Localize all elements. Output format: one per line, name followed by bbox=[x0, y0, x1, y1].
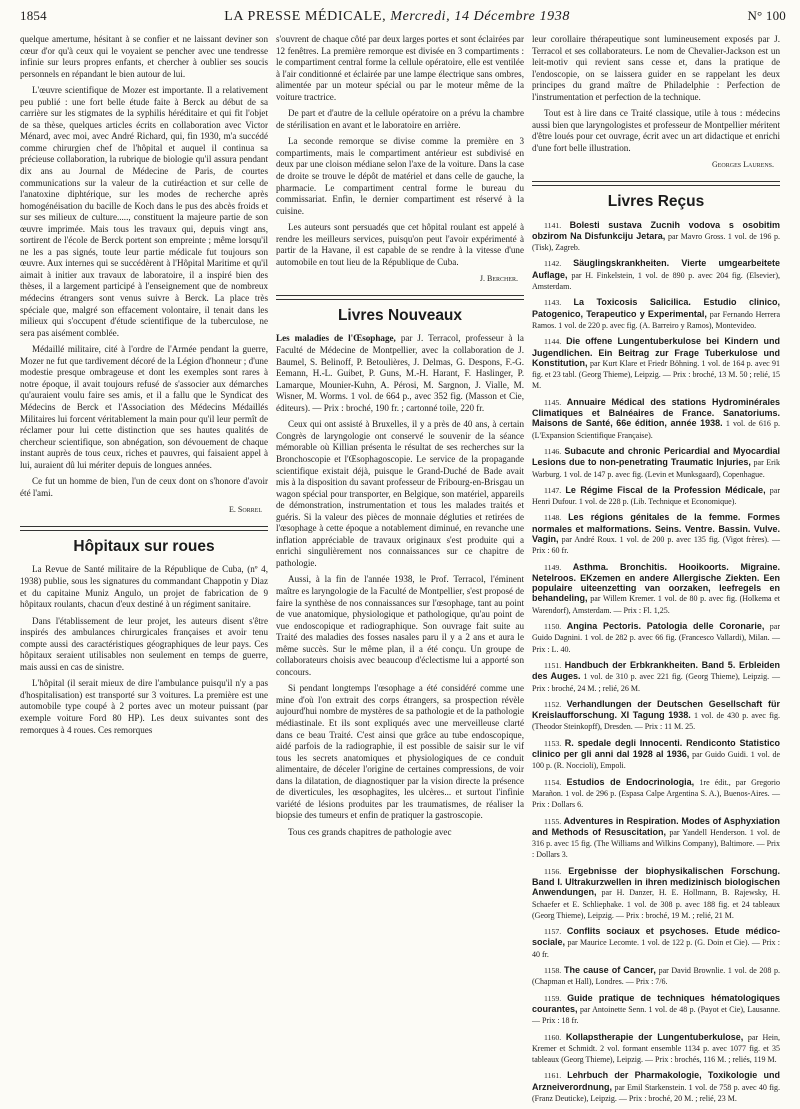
book-entry-title: Verhandlungen der Deutschen Gesellschaft für Kreislaufforschung. XI Tagung 1938. bbox=[532, 698, 780, 721]
book-entry bbox=[532, 397, 780, 441]
review-signature: Georges Laurens. bbox=[711, 160, 774, 170]
hopitaux-paragraph: s'ouvrent de chaque côté par deux larges portes et sont éclairées par 12 fenêtres. La première remorque est divisée en 3 compartiments : le compartiment central forme la cellule opératoire, elle est ventilée à l'air conditionné et éclairée par une lampe électrique sans ombres, alimentée par un moteur spécial ou par le moteur même de la voiture tractrice. bbox=[276, 34, 524, 102]
book-entry-number: 1143. bbox=[544, 298, 562, 308]
issue-date: Mercredi, 14 Décembre 1938 bbox=[390, 9, 570, 24]
review-paragraph: Tous ces grands chapitres de pathologie avec bbox=[288, 826, 452, 837]
book-entry bbox=[532, 866, 780, 921]
book-entry-title: Conflits sociaux et psychoses. Etude médico-sociale, bbox=[532, 926, 780, 948]
book-entry-number: 1156. bbox=[544, 866, 562, 876]
book-entry-number: 1150. bbox=[544, 622, 562, 632]
book-entry-details: 1 vol. de 310 p. avec 221 fig. (Georg Thieme), Leipzig. — Prix : broché, 24 M. ; relié, 26 M. bbox=[532, 672, 780, 693]
book-entry-details: 1re édit., par Gregorio Marañon. 1 vol. de 296 p. (Espasa Calpe Argentina S. A.), Buenos-Aires. — Prix : Dollars 6. bbox=[532, 777, 780, 810]
received-books-list bbox=[532, 220, 780, 1105]
book-entry-title: Adventures in Respiration. Modes of Asphyxiation and Methods of Resuscitation, bbox=[532, 815, 780, 837]
book-entry-title: Subacute and chronic Pericardial and Myocardial Lesions due to non-penetrating Traumatic Injuries, bbox=[532, 445, 780, 468]
book-entry-title: Handbuch der Erbkrankheiten. Band 5. Erbleiden des Auges. bbox=[532, 659, 780, 682]
book-entry-title: Lehrbuch der Pharmakologie, Toxikologie und Arzneiverordnung, bbox=[532, 1070, 781, 1092]
book-entry-number: 1153. bbox=[544, 738, 562, 748]
obituary-paragraph: L'œuvre scientifique de Mozer est importante. Il a relativement peu publié : une fort belle étude faite à Berck au début de sa carrière sur les stigmates de la syphilis héréditaire et qui fit l'objet de sa thèse, quelques articles écrits en collaboration avec Victor Ménard, avec moi, avec André Richard, qui, fin 1930, m'a succédé comme chirurgien chef de l'hôpital et auquel il continua sa précieuse collaboration, la rubrique de biologie qu'il assura pendant dix ans au Journal de Médecine de Paris, de courtes communications sur la valeur de la cutiréaction et sur celle de l'anatoxine diphtérique, sur les modes de recherche après homogénéisation du bacille de Koch dans le pus des abcès froids et sur ses milieux de culture....., constituent la majeure partie de son œuvre imprimée. Mais tous les travaux qui, depuis vingt ans, sortirent de l'école de Berck portent son empreinte ; même lorsqu'il ne les a pas signés, toute leur partie médicale fut toujours son œuvre. Aux internes qui se succédèrent à l'Hôpital Maritime et qu'il aimait à initier aux travaux de laboratoire, il a inspiré bien des thèses, il a largement participé à l'enseignement que de nombreux médecins étrangers sont venus suivre à Berck. La place très spéciale que, malgré son effacement volontaire, il tenait dans les milieux qui s'occupent d'étude scientifique de la tuberculose, ne sera pas aisément comblée. bbox=[20, 85, 268, 338]
book-entry bbox=[532, 562, 780, 616]
hopitaux-paragraph: De part et d'autre de la cellule opératoire on a prévu la chambre de stérilisation en avant et le laboratoire en arrière. bbox=[276, 108, 524, 130]
book-entry bbox=[532, 993, 780, 1027]
book-entry bbox=[532, 621, 780, 655]
book-entry bbox=[532, 220, 780, 254]
book-entry bbox=[532, 777, 780, 811]
book-entry bbox=[532, 926, 780, 960]
section-divider bbox=[276, 299, 524, 300]
book-entry-details: par André Roux. 1 vol. de 200 p. avec 135 fig. (Vigot frères). — Prix : 60 fr. bbox=[532, 534, 780, 556]
book-entry-title: Les régions génitales de la femme. Formes normales et malformations. Seins. Ventre. Bassin. Vulve. Vagin, bbox=[532, 512, 780, 544]
column-3 bbox=[532, 34, 780, 1109]
review-paragraph: leur corollaire thérapeutique sont lumineusement exposés par J. Terracol et ses collaborateurs. Le nom de Chevalier-Jackson est un leit-motiv qui revient sans cesse et, dans la pratique de l'endoscopie, on se laissera guider en se rappelant les deux principes du grand maître de Philadelphie : Perfection de l'instrumentation et perfection de la technique. bbox=[532, 34, 780, 102]
book-entry-details: par Fernando Herrera Ramos. 1 vol. de 220 p. avec fig. (A. Barreiro y Ramos), Montevideo. bbox=[532, 309, 780, 330]
book-entry-number: 1159. bbox=[544, 993, 562, 1003]
book-entry-number: 1144. bbox=[544, 337, 562, 347]
obituary-paragraph: Médaillé militaire, cité à l'ordre de l'Armée pendant la guerre, Mozer ne fut que tardivement décoré de la Légion d'honneur ; d'une modestie presque ombrageuse et dont les exemples sont rares à notre époque, il avait toujours refusé de s'associer aux démarches qu'auraient voulu faire ses amis, et il a fallu que le Syndicat des Médecins de Berck et l'Association des Médecins Médaillés Militaires lui forcent véritablement la main pour qu'il leur permît de réclamer pour lui cette distinction que ses hautes qualités de chercheur scientifique, son abnégation, son dévouement de chaque instant auprès de tous ceux, riches et pauvres, qui faisaient appel à lui, auraient dû lui mériter depuis de longues années. bbox=[20, 344, 268, 470]
book-entry-title: Annuaire Médical des stations Hydrominérales Climatiques et Balnéaires de France. Sanatoriums. Maisons de Santé, 66e édition, année 1938. bbox=[532, 396, 780, 429]
column-2 bbox=[276, 34, 524, 843]
section-divider bbox=[20, 530, 268, 531]
book-entry-title: Säuglingskrankheiten. Vierte umgearbeitete Auflage, bbox=[532, 258, 780, 280]
hopitaux-paragraph: Dans l'établissement de leur projet, les auteurs disent s'être inspirés des ambulances chirurgicales françaises et avoir tenu compte aussi des caractéristiques géographiques de leur pays. Ces hôpitaux seraient utilisables non seulement en temps de guerre, mais aussi en cas de sinistre. bbox=[20, 615, 268, 672]
book-entry-details: par Guido Guidi. 1 vol. de 100 p. (R. Noccioli), Empoli. bbox=[532, 750, 780, 771]
book-entry-title: Guide pratique de techniques hématologiques courantes, bbox=[532, 992, 780, 1014]
book-entry bbox=[532, 660, 780, 694]
book-entry-details: par Mavro Gross. 1 vol. de 196 p. (Tisk), Zagreb. bbox=[532, 231, 781, 253]
book-entry-details: par H. Finkelstein, 1 vol. de 890 p. avec 204 fig. (Elsevier), Amsterdam. bbox=[532, 270, 780, 292]
book-entry bbox=[532, 512, 780, 556]
book-entry-details: par Guido Dagnini. 1 vol. de 282 p. avec 66 fig. (Francesco Vallardi), Milan. — Prix : L. 40. bbox=[532, 622, 781, 654]
book-entry-title: Angina Pectoris. Patologia delle Coronarie, bbox=[566, 621, 765, 632]
section-divider bbox=[20, 526, 268, 527]
section-divider bbox=[276, 295, 524, 296]
book-entry bbox=[532, 1032, 780, 1066]
book-entry bbox=[532, 258, 780, 292]
book-entry-details: 1 vol. de 430 p. avec fig. (Theodor Steinkopff), Dresden. — Prix : 11 M. 25. bbox=[532, 711, 780, 732]
book-entry-title: Asthma. Bronchitis. Hooikoorts. Migraine. Netelroos. EKzemen en andere Allergische Ziekten. Een populaire uiteenzetting van oorzaken, leefregels en behandeling, bbox=[532, 561, 780, 604]
page-number: 1854 bbox=[20, 8, 47, 23]
book-entry-number: 1154. bbox=[544, 777, 562, 787]
book-entry-title: Bolesti sustava Zucnih vodova s osobitim obzirom Na Disfunkciju Jetara, bbox=[532, 219, 780, 241]
book-entry bbox=[532, 446, 780, 480]
book-entry-title: La Toxicosis Salicilica. Estudio clinico, Patogenico, Terapeutico y Experimental, bbox=[532, 297, 780, 319]
column-1 bbox=[20, 34, 268, 741]
article-columns bbox=[20, 34, 786, 1109]
issue-number: N° 100 bbox=[747, 8, 786, 23]
section-divider bbox=[532, 185, 780, 186]
book-entry-details: par David Brownlie. 1 vol. de 208 p. (Chapman et Hall), Londres. — Prix : 7/6. bbox=[532, 966, 781, 987]
hopitaux-paragraph: La Revue de Santé militaire de la République de Cuba, (nº 4, 1938) publie, sous les signatures du commandant Chappotin y Diaz et du capitaine Muniz Angulo, un projet de fabrication de 9 hôpitaux roulants, chacun d'eux destiné à un régiment sanitaire. bbox=[20, 564, 268, 610]
section-title-hopitaux: Hôpitaux sur roues bbox=[73, 537, 215, 555]
book-entry-details: par Maurice Lecomte. 1 vol. de 122 p. (G. Doin et Cie). — Prix : 40 fr. bbox=[532, 938, 781, 959]
book-entry-title: Le Régime Fiscal de la Profession Médicale, bbox=[565, 484, 766, 495]
book-entry-details: par Kurt Klare et Friedr Böhning. 1 vol. de 164 p. avec 91 fig. et 23 tabl. (Georg Thieme), Leipzig. — Prix : broché, 13 M. 50 ; relié, 15 M. bbox=[532, 358, 781, 391]
section-divider bbox=[532, 181, 780, 182]
book-entry bbox=[532, 1070, 780, 1104]
obituary-paragraph: Ce fut un homme de bien, l'un de ceux dont on s'honore d'avoir été l'ami. bbox=[20, 476, 268, 498]
book-entry-number: 1157. bbox=[544, 927, 562, 937]
page-header bbox=[20, 8, 786, 28]
book-entry-details: par Erik Warburg. 1 vol. de 147 p. avec fig. (Levin et Munksgaard), Copenhague. bbox=[532, 458, 780, 479]
book-entry-number: 1151. bbox=[544, 660, 562, 670]
book-entry-details: 1 vol. de 616 p. (L'Expansion Scientifique Française). bbox=[532, 419, 780, 440]
book-entry bbox=[532, 738, 780, 772]
obituary-signature: E. Sorrel bbox=[228, 505, 262, 515]
book-entry-details: par Willem Kremer. 1 vol. de 80 p. avec fig. (Holkema et Warendorf), Amsterdam. — Prix : Fl. 1,25. bbox=[532, 594, 780, 615]
review-paragraph: Aussi, à la fin de l'année 1938, le Prof. Terracol, l'éminent maître es laryngologie de la Faculté de Montpellier, s'est proposé de faire la synthèse de nos connaissances sur l'œsophage, tant au point de vue anatomique, physiologique et pathologique, qu'au point de vue endoscopique et radiographique. Son ouvrage fait suite au Traité des maladies des fosses nasales paru il y a 2 ans et aura le même succès. Sur le même plan, il a été conçu. Un groupe de collaborateurs choisis avec beaucoup d'éclectisme lui a apporté son concours. bbox=[276, 574, 524, 677]
book-entry-number: 1149. bbox=[544, 562, 562, 572]
hopitaux-paragraph: L'hôpital (il serait mieux de dire l'ambulance puisqu'il n'y a pas d'hospitalisation) est transporté sur 3 voitures. La première est une automobile type coupé à 2 portes avec un moteur puissant (par exemple voiture Ford 80 HP). Les deux suivantes sont des remorques à 4 roues. Ces remorques bbox=[20, 678, 268, 735]
hopitaux-paragraph: Les auteurs sont persuadés que cet hôpital roulant est appelé à rendre les meilleurs services, puisqu'on peut l'avoir expérimenté à partir de la Havane, il est capable de se rendre à la vitesse d'une automobile en tout lieu de la République de Cuba. bbox=[276, 222, 524, 267]
section-title-livres-nouveaux: Livres Nouveaux bbox=[337, 306, 463, 324]
book-entry-number: 1158. bbox=[544, 966, 562, 976]
book-entry bbox=[532, 699, 780, 733]
review-paragraph: Si pendant longtemps l'œsophage a été considéré comme une mine d'où l'on extrait des corps étrangers, sa prospection révèle aujourd'hui nombre de mystères de sa pathologie et de la pathologie médiastinale. Et ils sont expliqués avec une merveilleuse clarté dans ce beau Traité. C'est ainsi que grâce au tube endoscopique, aidé parfois de la radiographie, il est possible de saisir sur le vif tous les secrets anatomiques et physiologiques de ce conduit alimentaire, de déceler l'origine de certaines compressions, de voir dans la dilatation, de diagnostiquer par la vision directe la présence de diverticules, les œsophagites, les ulcères... et surtout l'infinie variété de lésions produites par les traumatismes, de réaliser la biopsie des tumeurs et enfin de pratiquer la gastroscopie. bbox=[276, 683, 524, 821]
book-entry-number: 1152. bbox=[544, 699, 562, 709]
book-entry-title: Ergebnisse der biophysikalischen Forschung. Band I. Ultrakurzwellen in ihren medizinisch biologischen Anwendungen, bbox=[532, 865, 780, 898]
book-details: par J. Terracol, professeur à la Faculté de Médecine de Montpellier, avec la collaboration de J. Baumel, S. Belinoff, P. Betoulières, J. Delmas, G. Despons, F.-G. Eemann, H.-L. Guibet, P. Guns, M.-H. Harant, F. Haslinger, P. Lamarque, Mounier-Kuhn, A. Pérosi, M. Sargnon, J. Vialle, M. Wisner, M. Worms. 1 vol. de 664 p., avec 352 fig. (Masson et Cie, éditeurs). — Prix : broché, 190 fr. ; cartonné toile, 220 fr. bbox=[276, 333, 524, 413]
book-entry-number: 1145. bbox=[544, 397, 562, 407]
book-entry bbox=[532, 485, 780, 508]
book-entry bbox=[532, 965, 780, 988]
book-citation bbox=[276, 333, 524, 414]
book-entry-number: 1141. bbox=[544, 220, 562, 230]
book-entry bbox=[532, 816, 780, 861]
book-entry bbox=[532, 336, 780, 391]
book-entry-number: 1160. bbox=[544, 1032, 562, 1042]
book-entry-number: 1155. bbox=[544, 816, 562, 826]
book-entry-number: 1147. bbox=[544, 485, 562, 495]
book-entry-title: R. spedale degli Innocenti. Rendiconto Statistico clinico per gli anni dal 1928 al 1936, bbox=[532, 737, 780, 760]
review-paragraph: Tout est à lire dans ce Traité classique, utile à tous : médecins aussi bien que laryngologistes et professeur de Montpellier méritent d'être loués pour cet ouvrage, écrit avec un art didactique et enrichi d'une fort belle illustration. bbox=[532, 108, 780, 153]
book-entry-number: 1146. bbox=[544, 446, 562, 456]
hopitaux-signature: J. Bercher. bbox=[479, 274, 518, 284]
book-entry-details: par H. Danzer, H. E. Hollmann, B. Rajewsky, H. Schaefer et E. Schliephake. 1 vol. de 308 p. avec 188 fig. et 24 tableaux (Georg Thieme), Leipzig. — Prix : broché, 19 M. ; relié, 21 M. bbox=[532, 888, 780, 920]
book-entry-details: par Henri Dufour. 1 vol. de 228 p. (Lib. Technique et Economique). bbox=[532, 485, 780, 507]
journal-masthead bbox=[224, 9, 570, 25]
book-entry-details: par Yandell Henderson. 1 vol. de 316 p. avec 15 fig. (The Williams and Wilkins Company), Baltimore. — Prix : Dollars 3. bbox=[532, 827, 780, 860]
book-entry-title: Die offene Lungentuberkulose bei Kindern und Jugendlichen. Ein Beitrag zur Frage Tuberkulose und Konstitution, bbox=[532, 336, 780, 368]
section-title-livres-recus: Livres Reçus bbox=[607, 193, 705, 211]
book-entry-number: 1161. bbox=[544, 1071, 562, 1081]
book-entry-title: Kollapstherapie der Lungentuberkulose, bbox=[565, 1031, 744, 1042]
book-entry bbox=[532, 297, 780, 331]
obituary-paragraph: quelque amertume, hésitant à se confier et ne laissant deviner son cœur d'or qu'à ceux qui le voyaient se pencher avec une tendresse infinie sur leurs propres enfants, et chercher à oublier ses soucis personnels en répandant le bien autour de lui. bbox=[20, 34, 268, 79]
book-entry-details: par Hein, Kremer et Schmidt. 2 vol. formant ensemble 1134 p. avec 1077 fig. et 35 tableaux (Georg Thieme), Leipzig. — Prix : brochés, 116 M. ; reliés, 119 M. bbox=[532, 1032, 781, 1065]
book-entry-number: 1142. bbox=[544, 259, 562, 269]
review-paragraph: Ceux qui ont assisté à Bruxelles, il y a près de 40 ans, à certain Congrès de laryngologie ont conservé le souvenir de la séance mémorable où Killian présenta le résultat de ses recherches sur la Bronchoscopie et l'Œsophagoscopie. Le service de la propagande scientifique existait déjà, puisque le Grand-Duché de Bade avait mis à la disposition du savant professeur de Fribourg-en-Brisgau un wagon spécial pour transporter, en Belgique, son matériel, appareils de démonstration, instrumentation et tous les malades traités et guéris. Si la valeur des pièces de monnaie dégluties et retirées de l'œsophage à cette époque a notablement diminué, en revanche une inflation appréciable de travaux originaux s'est produite qui a enrichi singulièrement nos connaissances sur ce chapitre de pathologie. bbox=[276, 419, 524, 568]
book-entry-title: The cause of Cancer, bbox=[564, 965, 656, 976]
hopitaux-paragraph: La seconde remorque se divise comme la première en 3 compartiments, mais le compartiment antérieur est subdivisé en deux par une cloison médiane selon l'axe de la voiture. Dans la case de droite se trouve le dépôt de matériel et dans celle de gauche, la pharmacie. Le compartiment central forme le bureau du commissariat. Enfin, le dernier compartiment est réservé à la cuisine. bbox=[276, 136, 524, 216]
book-entry-number: 1148. bbox=[544, 513, 562, 523]
book-title: Les maladies de l'Œsophage, bbox=[276, 333, 396, 344]
book-entry-details: par Antoinette Senn. 1 vol. de 48 p. (Payot et Cie), Lausanne. — Prix : 18 fr. bbox=[532, 1004, 780, 1026]
journal-name: LA PRESSE MÉDICALE, bbox=[224, 9, 387, 24]
book-entry-title: Estudios de Endocrinologia, bbox=[566, 776, 695, 787]
book-entry-details: par Emil Starkenstein. 1 vol. de 758 p. avec 40 fig. (Franz Deuticke), Leipzig. — Prix : broché, 20 M. ; relié, 23 M. bbox=[532, 1082, 780, 1104]
